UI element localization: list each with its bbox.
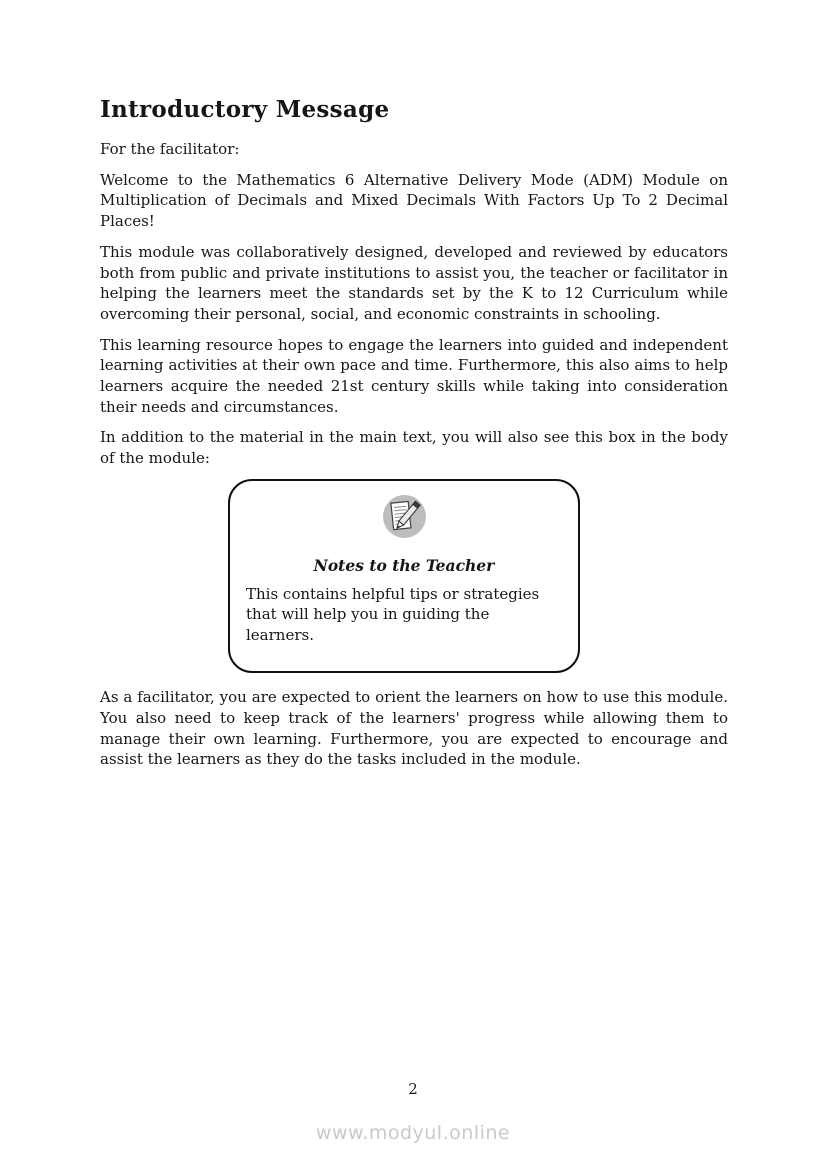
- paragraph-in-addition: In addition to the material in the main text, you will also see this box in the body of the module:: [100, 428, 728, 468]
- watermark-text: www.modyul.online: [315, 1122, 511, 1144]
- page-number: 2: [408, 1080, 418, 1098]
- paragraph-module-design: This module was collaboratively designed, developed and reviewed by educators both from public and private institutions to assist you, the teacher or facilitator in helping the learners meet the standards set by the K to 12 Curriculum while overcoming their personal, social, and economic constraints in schooling.: [100, 242, 728, 323]
- page-title: Introductory Message: [100, 96, 390, 123]
- notes-to-teacher-box: [228, 479, 580, 674]
- paragraph-learning-resource: This learning resource hopes to engage the learners into guided and independent learning activities at their own pace and time. Furthermore, this also aims to help learners acquire the needed 21st century skills while taking into consideration their needs and circumstances.: [100, 335, 728, 416]
- notepad-pencil-icon: [382, 494, 427, 539]
- notes-box-body: This contains helpful tips or strategies that will help you in guiding the learners.: [246, 584, 540, 644]
- page-content: [100, 0, 728, 780]
- paragraph-facilitator-role: As a facilitator, you are expected to orient the learners on how to use this module. You also need to keep track of the learners' progress while allowing them to manage their own learning. Furthermore, you are expected to encourage and assist the learners as they do the tasks included in the module.: [100, 688, 728, 769]
- salutation-text: For the facilitator:: [100, 140, 240, 158]
- paragraph-welcome: Welcome to the Mathematics 6 Alternative Delivery Mode (ADM) Module on Multiplication of Decimals and Mixed Decimals With Factors Up To 2 Decimal Places!: [100, 170, 728, 231]
- notes-box-title: Notes to the Teacher: [313, 555, 495, 575]
